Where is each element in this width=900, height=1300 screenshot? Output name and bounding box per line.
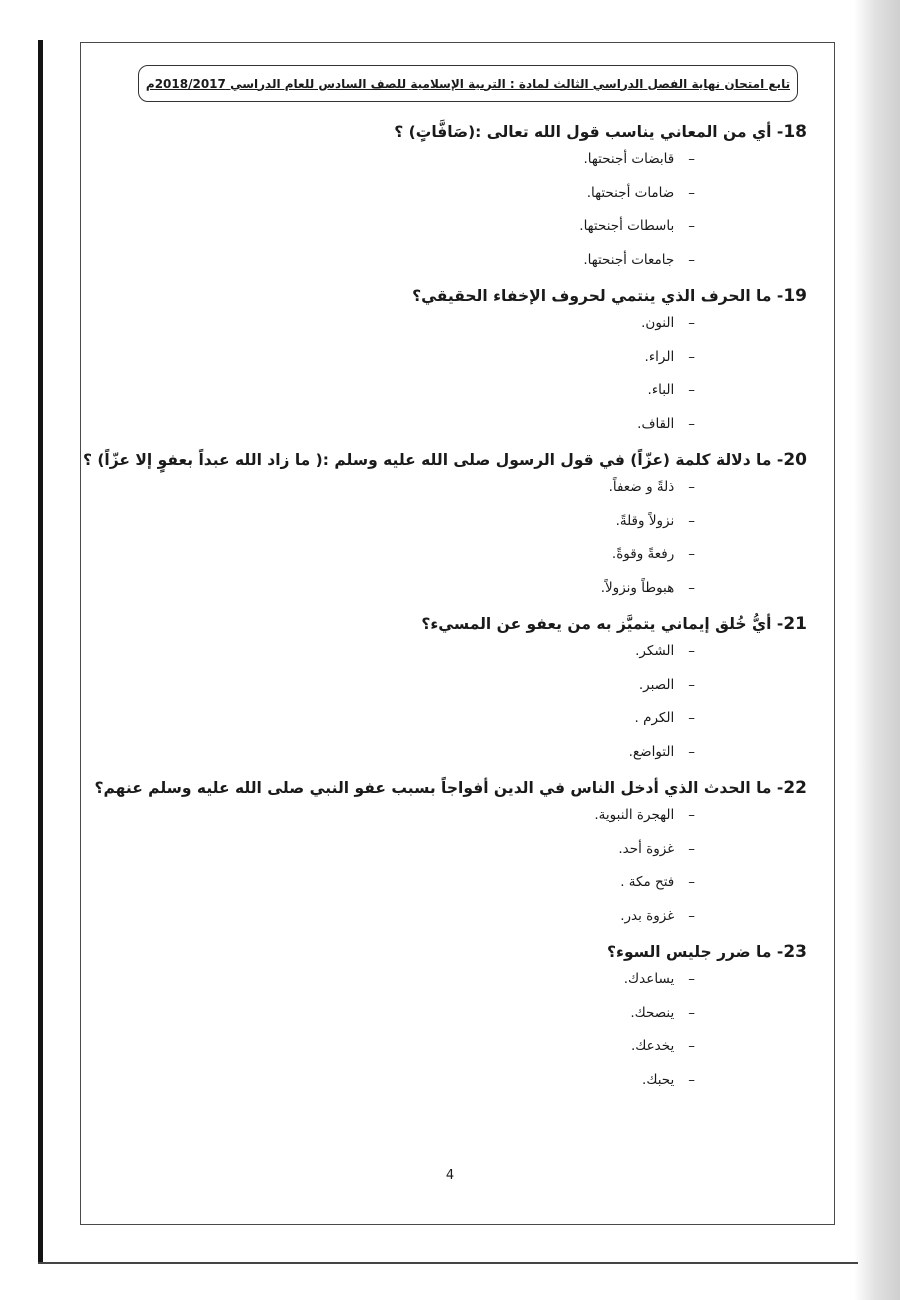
- scan-right-shadow: [854, 0, 900, 1300]
- question-number: 23: [783, 942, 807, 962]
- question-18-options: [127, 143, 807, 277]
- exam-header-box: [138, 65, 798, 102]
- option: –الباء.: [647, 382, 695, 398]
- option: –جامعات أجنحتها.: [583, 251, 695, 268]
- question-19-options: [127, 307, 807, 441]
- question-23-options: [127, 963, 807, 1097]
- question-number: 22: [783, 778, 807, 798]
- question-21: 21- أيُّ خُلق إيماني يتميَّز به من يعفو عن المسيء؟: [421, 614, 807, 634]
- question-text: ما دلالة كلمة (عزّاً) في قول الرسول صلى الله عليه وسلم :( ما زاد الله عبداً بعفوٍ إلا عزّاً) ؟: [82, 451, 772, 469]
- question-18: 18- أي من المعاني يناسب قول الله تعالى :(صَافَّاتٍ) ؟: [394, 122, 807, 142]
- page-number: 4: [445, 1168, 455, 1183]
- question-text: ما الحدث الذي أدخل الناس في الدين أفواجاً بسبب عفو النبي صلى الله عليه وسلم عنهم؟: [94, 779, 772, 797]
- question-number: 19: [783, 286, 807, 306]
- question-22-options: [127, 799, 807, 933]
- option: –قابضات أجنحتها.: [583, 151, 695, 167]
- exam-header-title: تابع امتحان نهاية الفصل الدراسي الثالث لمادة : التربية الإسلامية للصف السادس للعام الدراسي 2018/2017م: [145, 76, 791, 91]
- option: –ينصحك.: [630, 1004, 695, 1021]
- option: –نزولاً وقلةً.: [615, 512, 695, 529]
- option: –هبوطاً ونزولاً.: [600, 579, 695, 596]
- option: –الشكر.: [635, 643, 695, 659]
- option: –يحبك.: [642, 1071, 695, 1088]
- option: –رفعةً وقوةً.: [611, 546, 695, 562]
- question-number: 18: [783, 122, 807, 142]
- question-19: 19- ما الحرف الذي ينتمي لحروف الإخفاء الحقيقي؟: [412, 286, 807, 306]
- question-text: ما ضرر جليس السوء؟: [607, 943, 772, 961]
- option: –باسطات أجنحتها.: [579, 218, 695, 234]
- question-20-options: [127, 471, 807, 605]
- question-text: ما الحرف الذي ينتمي لحروف الإخفاء الحقيقي؟: [412, 287, 772, 305]
- question-text: أيُّ خُلق إيماني يتميَّز به من يعفو عن المسيء؟: [421, 615, 772, 633]
- question-20: 20- ما دلالة كلمة (عزّاً) في قول الرسول صلى الله عليه وسلم :( ما زاد الله عبداً بعفوٍ إلا عزّاً) ؟: [82, 450, 807, 470]
- questions-list: [82, 121, 807, 1097]
- question-21-options: [127, 635, 807, 769]
- page-bottom-line: [38, 1262, 858, 1264]
- option: –الصبر.: [638, 676, 695, 693]
- option: –غزوة بدر.: [620, 907, 695, 924]
- option: –القاف.: [637, 415, 695, 432]
- option: –الراء.: [644, 348, 695, 365]
- question-text: أي من المعاني يناسب قول الله تعالى :(صَافَّاتٍ) ؟: [394, 123, 772, 141]
- option: –فتح مكة .: [620, 874, 695, 890]
- question-number: 21: [783, 614, 807, 634]
- option: –يساعدك.: [623, 971, 695, 987]
- question-number: 20: [783, 450, 807, 470]
- option: –يخدعك.: [630, 1038, 695, 1054]
- question-22: 22- ما الحدث الذي أدخل الناس في الدين أفواجاً بسبب عفو النبي صلى الله عليه وسلم عنهم؟: [94, 778, 807, 798]
- option: –الهجرة النبوية.: [594, 807, 695, 823]
- scan-left-edge: [38, 40, 43, 1262]
- option: –التواضع.: [628, 743, 695, 760]
- option: –ضامات أجنحتها.: [586, 184, 695, 201]
- option: –النون.: [641, 315, 695, 331]
- question-23: 23- ما ضرر جليس السوء؟: [607, 942, 807, 962]
- option: –الكرم .: [634, 710, 695, 726]
- option: –غزوة أحد.: [618, 840, 695, 857]
- option: –ذلةً و ضعفاً.: [608, 479, 695, 495]
